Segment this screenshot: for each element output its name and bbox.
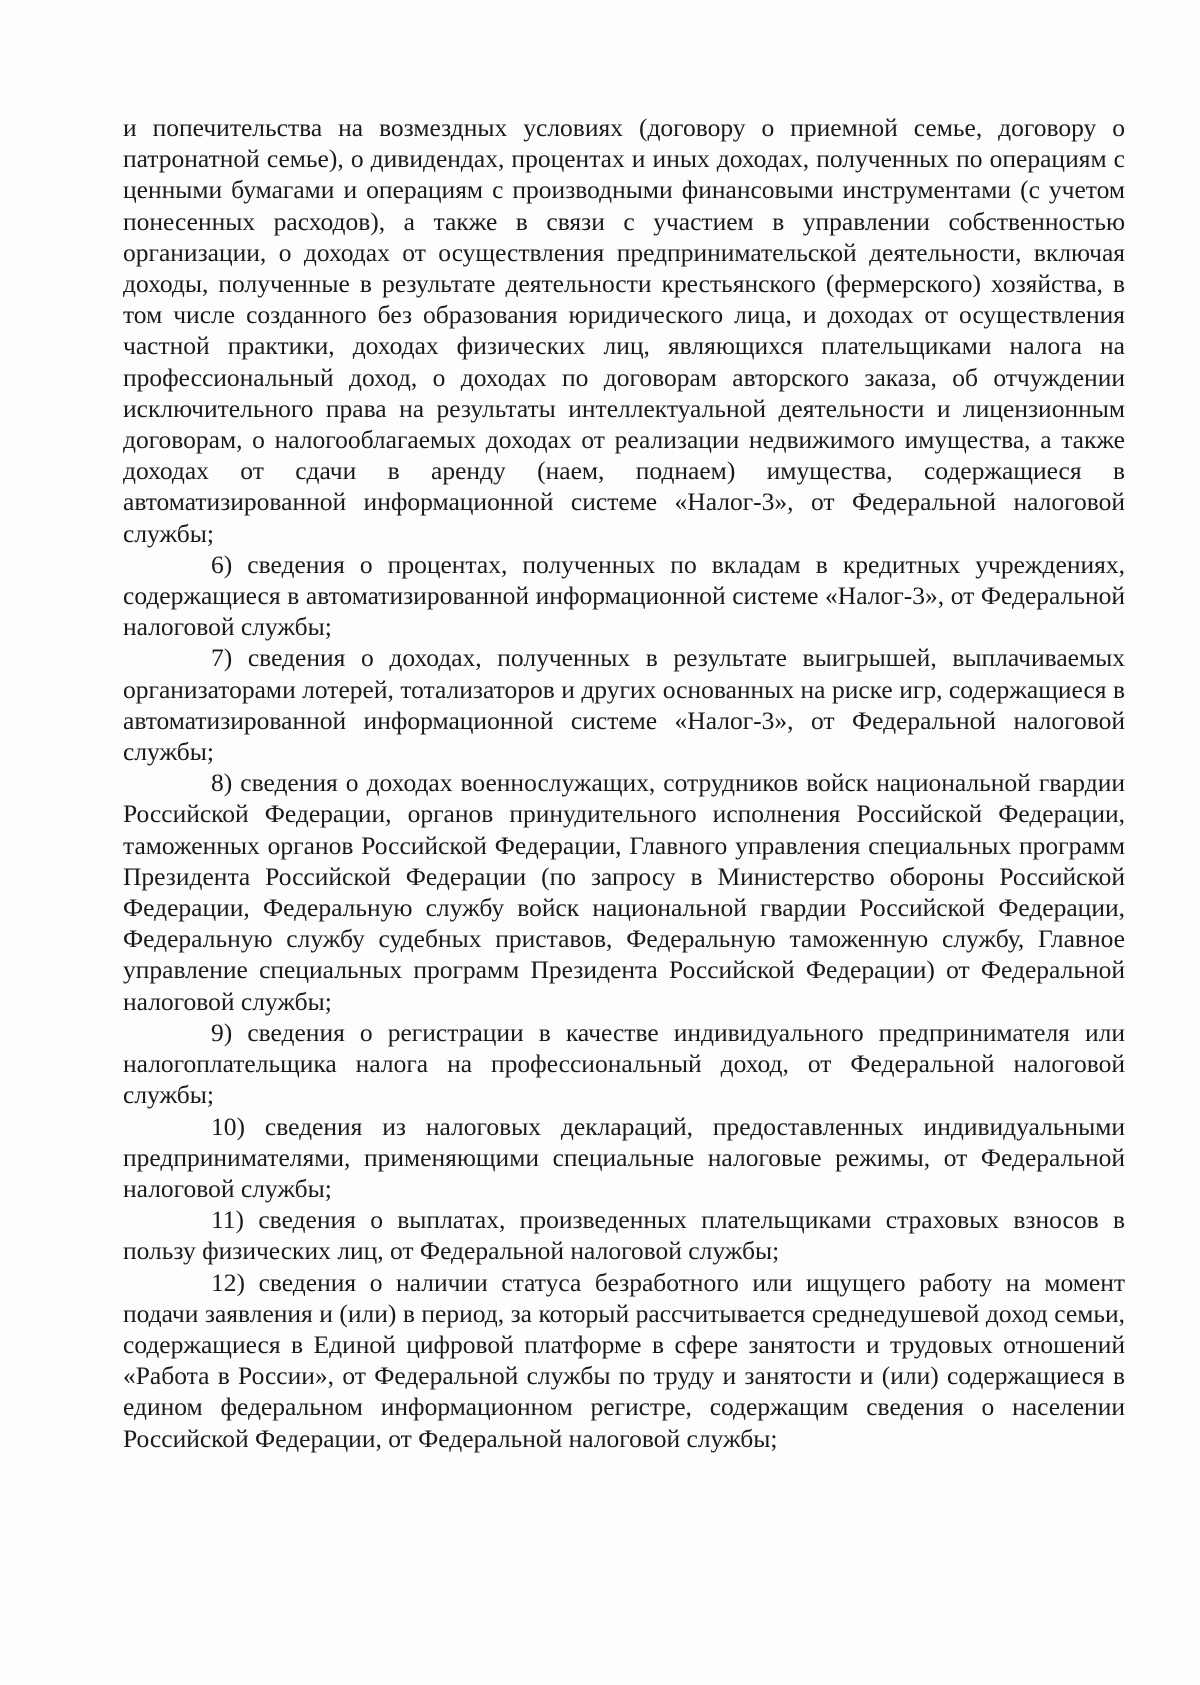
paragraph-item-9: 9) сведения о регистрации в качестве индивидуального предпринимателя или налогоплательщика налога на профессиональный доход, от Федеральной налоговой службы; <box>123 1017 1125 1110</box>
paragraph-continuation: и попечительства на возмездных условиях (договору о приемной семье, договору о патронатной семье), о дивидендах, процентах и иных доходах, полученных по операциям с ценными бумагами и операциям с производными финансовыми инструментами (с учетом понесенных расходов), а также в связи с участием в управлении собственностью организации, о доходах от осуществления предпринимательской деятельности, включая доходы, полученные в результате деятельности крестьянского (фермерского) хозяйства, в том числе созданного без образования юридического лица, и доходах от осуществления частной практики, доходах физических лиц, являющихся плательщиками налога на профессиональный доход, о доходах по договорам авторского заказа, об отчуждении исключительного права на результаты интеллектуальной деятельности и лицензионным договорам, о налогооблагаемых доходах от реализации недвижимого имущества, а также доходах от сдачи в аренду (наем, поднаем) имущества, содержащиеся в автоматизированной информационной системе «Налог-3», от Федеральной налоговой службы; <box>123 113 1125 548</box>
paragraph-item-8: 8) сведения о доходах военнослужащих, сотрудников войск национальной гвардии Российской Федерации, органов принудительного исполнения Российской Федерации, таможенных органов Российской Федерации, Главного управления специальных программ Президента Российской Федерации (по запросу в Министерство обороны Российской Федерации, Федеральную службу войск национальной гвардии Российской Федерации, Федеральную службу судебных приставов, Федеральную таможенную службу, Главное управление специальных программ Президента Российской Федерации) от Федеральной налоговой службы; <box>123 768 1125 1016</box>
paragraph-item-11: 11) сведения о выплатах, произведенных плательщиками страховых взносов в пользу физических лиц, от Федеральной налоговой службы; <box>123 1205 1125 1266</box>
paragraph-item-12: 12) сведения о наличии статуса безработного или ищущего работу на момент подачи заявления и (или) в период, за который рассчитывается среднедушевой доход семьи, содержащиеся в Единой цифровой платформе в сфере занятости и трудовых отношений «Работа в России», от Федеральной службы по труду и занятости и (или) содержащиеся в едином федеральном информационном регистре, содержащим сведения о населении Российской Федерации, от Федеральной налоговой службы; <box>123 1267 1125 1453</box>
paragraph-item-7: 7) сведения о доходах, полученных в результате выигрышей, выплачиваемых организаторами лотерей, тотализаторов и других основанных на риске игр, содержащиеся в автоматизированной информационной системе «Налог-3», от Федеральной налоговой службы; <box>123 643 1125 767</box>
paragraph-item-6: 6) сведения о процентах, полученных по вкладам в кредитных учреждениях, содержащиеся в автоматизированной информационной системе «Налог-3», от Федеральной налоговой службы; <box>123 549 1125 642</box>
document-body <box>123 112 1125 1454</box>
paragraph-item-10: 10) сведения из налоговых деклараций, предоставленных индивидуальными предпринимателями, применяющими специальные налоговые режимы, от Федеральной налоговой службы; <box>123 1111 1125 1203</box>
